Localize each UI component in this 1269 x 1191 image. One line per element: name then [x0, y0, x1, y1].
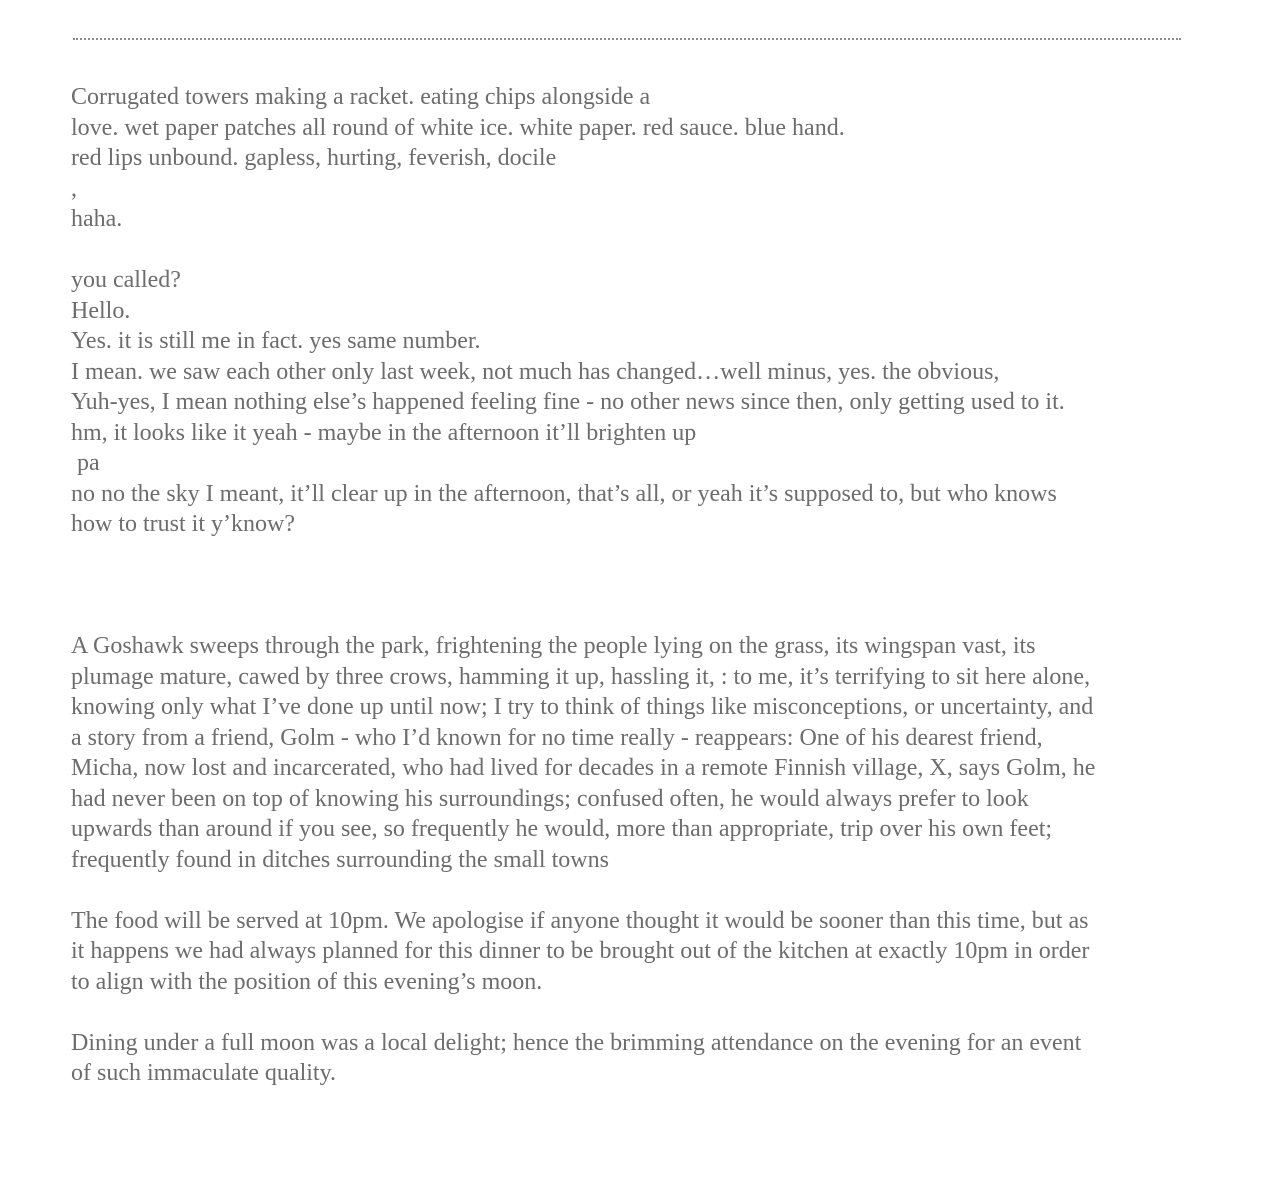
- paragraph-line: Dining under a full moon was a local delight; hence the brimming attendance on the evening for an event: [71, 1029, 1082, 1056]
- dialogue-line: no no the sky I meant, it’ll clear up in the afternoon, that’s all, or yeah it’s supposed to, but who knows: [71, 480, 1057, 507]
- goshawk-paragraph: [71, 631, 1201, 875]
- poem-line: haha.: [71, 206, 123, 232]
- poem-line: red lips unbound. gapless, hurting, feverish, docile: [71, 145, 557, 171]
- dialogue-line: I mean. we saw each other only last week, not much has changed…well minus, yes. the obvious,: [71, 358, 1000, 385]
- paragraph-line: to align with the position of this evening’s moon.: [71, 968, 543, 995]
- dialogue-line: pa: [77, 450, 100, 476]
- document-body: [71, 82, 1201, 1089]
- poem-line: Corrugated towers making a racket. eating chips alongside a: [71, 84, 651, 110]
- blank-lines: [71, 540, 1201, 632]
- dialogue-line: Hello.: [71, 297, 131, 324]
- blank-line: [71, 235, 1201, 266]
- paragraph-line: The food will be served at 10pm. We apologise if anyone thought it would be sooner than this time, but as: [71, 907, 1089, 934]
- paragraph-line: a story from a friend, Golm - who I’d known for no time really - reappears: One of his dearest friend,: [71, 724, 1043, 751]
- paragraph-line: upwards than around if you see, so frequently he would, more than appropriate, trip over his own feet;: [71, 816, 1053, 842]
- dialogue-line: Yes. it is still me in fact. yes same number.: [71, 328, 481, 354]
- dialogue-block: [71, 265, 1201, 540]
- paragraph-line: knowing only what I’ve done up until now; I try to think of things like misconceptions, or uncertainty, and: [71, 694, 1094, 720]
- poem-line: ,: [71, 175, 77, 202]
- paragraph-line: A Goshawk sweeps through the park, frightening the people lying on the grass, its wingspan vast, its: [71, 633, 1036, 659]
- paragraph-line: Micha, now lost and incarcerated, who had lived for decades in a remote Finnish village, X, says Golm, he: [71, 755, 1096, 781]
- dialogue-line: you called?: [71, 267, 181, 293]
- paragraph-line: of such immaculate quality.: [71, 1060, 337, 1086]
- dialogue-line: hm, it looks like it yeah - maybe in the afternoon it’ll brighten up: [71, 419, 697, 446]
- food-paragraph: [71, 906, 1201, 998]
- poem-line: love. wet paper patches all round of white ice. white paper. red sauce. blue hand.: [71, 114, 845, 141]
- paragraph-line: it happens we had always planned for this dinner to be brought out of the kitchen at exactly 10pm in order: [71, 938, 1090, 964]
- blank-line: [71, 997, 1201, 1028]
- paragraph-line: frequently found in ditches surrounding the small towns: [71, 846, 609, 873]
- dotted-separator: [73, 38, 1181, 40]
- moon-paragraph: [71, 1028, 1201, 1089]
- dialogue-line: Yuh-yes, I mean nothing else’s happened feeling fine - no other news since then, only getting used to it.: [71, 389, 1065, 415]
- paragraph-line: had never been on top of knowing his surroundings; confused often, he would always prefer to look: [71, 785, 1029, 812]
- poem-block: [71, 82, 1201, 235]
- paragraph-line: plumage mature, cawed by three crows, hamming it up, hassling it, : to me, it’s terrifying to sit here alone,: [71, 663, 1091, 690]
- blank-line: [71, 875, 1201, 906]
- dialogue-line: how to trust it y’know?: [71, 511, 295, 537]
